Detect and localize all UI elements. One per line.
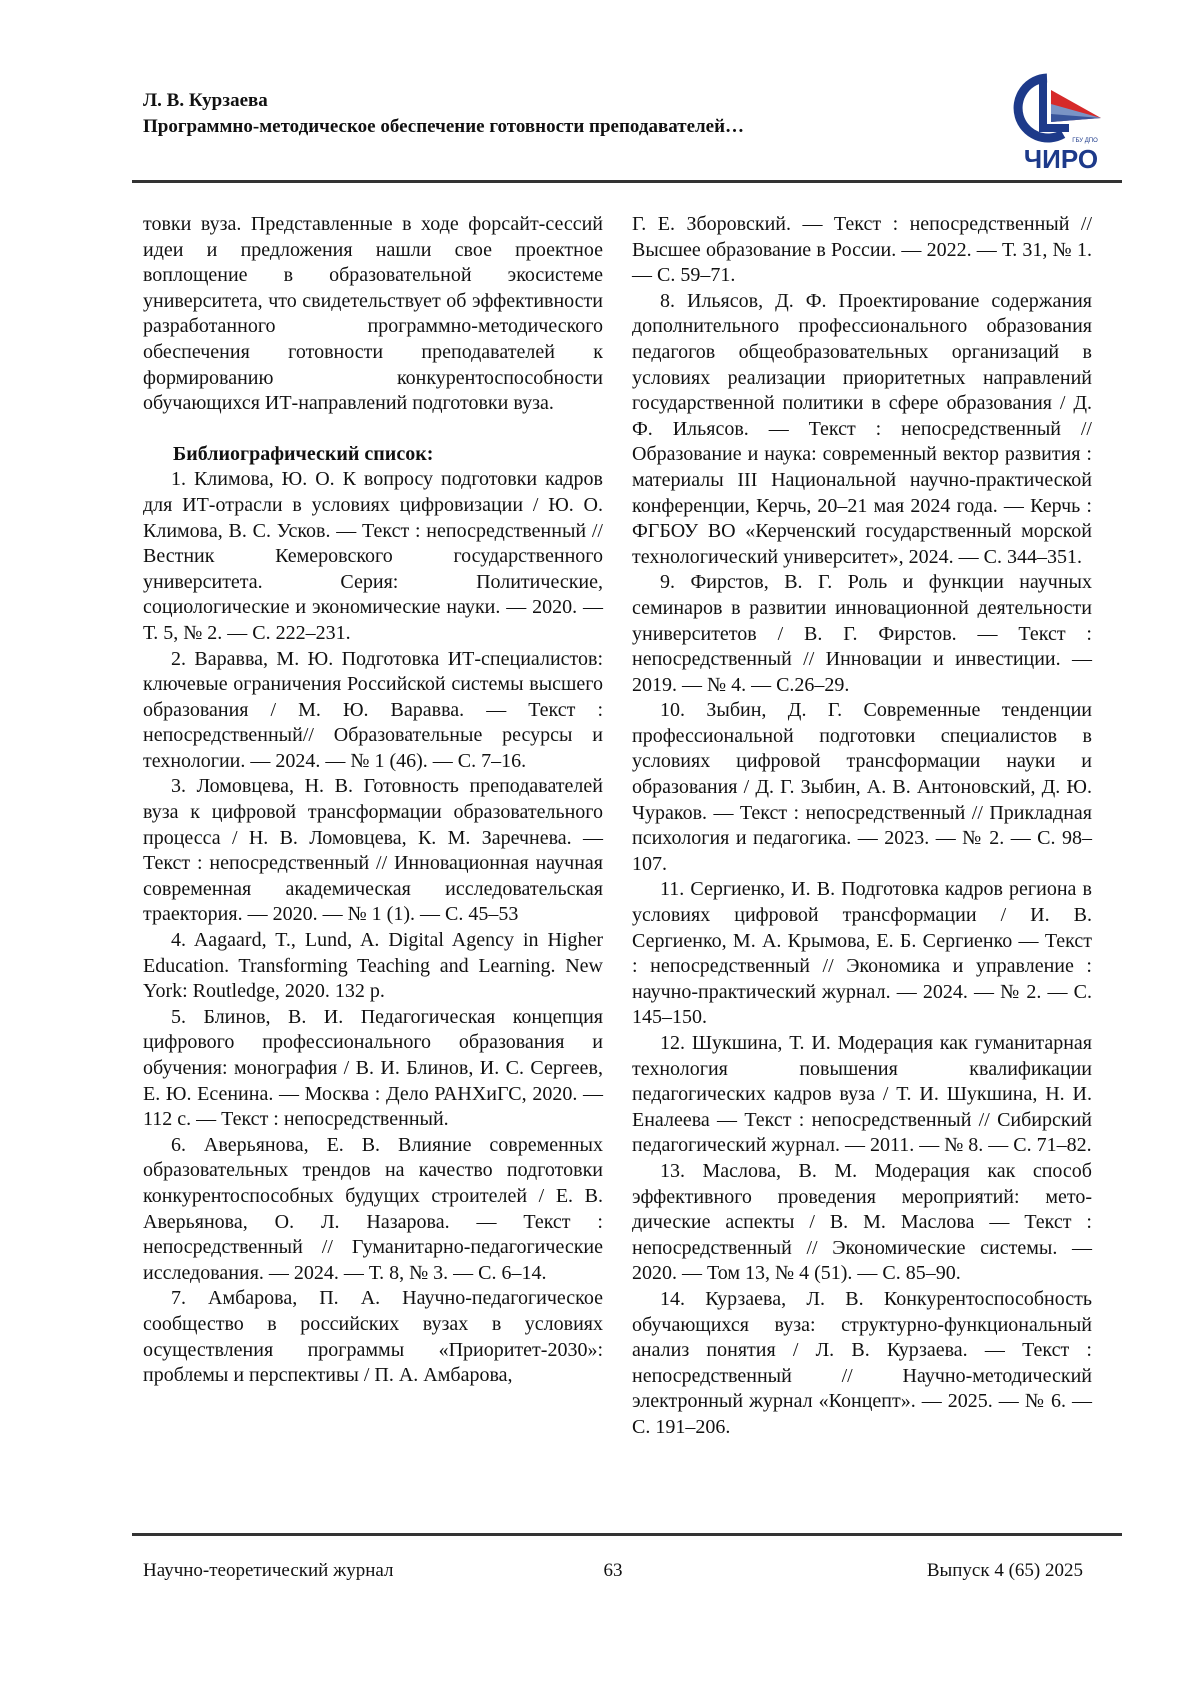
- reference-item: 13. Маслова, В. М. Модерация как способ эффективного проведения мероприятий: мето­дические аспекты / В. М. Маслова — Текст : непосредственный // Экономические систе­мы. — 2020. — Том 13, № 4 (51). — С. 85–90.: [632, 1159, 1092, 1287]
- reference-item: 5. Блинов, В. И. Педагогическая концепция цифрового профессионального образования и обучения: монография / В. И. Блинов, И. С. Сергеев, Е. Ю. Есенина. — Москва : Дело РАНХиГС, 2020. — 112 с. — Текст : непосред­ственный.: [143, 1005, 603, 1133]
- right-column: [632, 212, 1092, 1441]
- running-header-title: Программно-методическое обеспечение готовности преподавателей…: [143, 114, 1043, 140]
- running-header: [143, 88, 1043, 140]
- footer-journal: Научно-теоретический журнал: [143, 1556, 393, 1586]
- header-divider: [132, 180, 1122, 183]
- reference-item: 9. Фирстов, В. Г. Роль и функции научных семинаров в развитии инновационной деятель­ности университетов / В. Г. Фирстов. — Текст : непосредственный // Инновации и инвести­ции. — 2019. — № 4. — С.26–29.: [632, 570, 1092, 698]
- reference-item: 2. Варавва, М. Ю. Подготовка ИТ-специалистов: ключевые ограничения Россий­ской системы высшего образования / М. Ю. Варавва. — Текст : непосредственный// Образовательные ресурсы и технологии. — 2024. — № 1 (46). — С. 7–16.: [143, 647, 603, 775]
- footer-issue: Выпуск 4 (65) 2025: [927, 1556, 1083, 1586]
- reference-item: 8. Ильясов, Д. Ф. Проектирование содержа­ния дополнительного профессионального обра­зования педагогов общеобразовательных орга­низаций в условиях реализации приоритетных направлений государственной политики в сфе­ре образования / Д. Ф. Ильясов. — Текст : непосредственный // Образование и наука: со­временный вектор развития : материалы III Национальной научно-практической конфе­ренции, Керчь, 20–21 мая 2024 года. — Керчь : ФГБОУ ВО «Керченский государственный морской технологический университет», 2024. — С. 344–351.: [632, 289, 1092, 571]
- reference-continuation: Г. Е. Зборовский. — Текст : непосредствен­ный // Высшее образование в России. — 2022. — Т. 31, № 1. — С. 59–71.: [632, 212, 1092, 289]
- reference-item: 6. Аверьянова, Е. В. Влияние современных образовательных трендов на качество подго­товки конкурентоспособных будущих строите­лей / Е. В. Аверьянова, О. Л. Назарова. — Текст : непосредственный // Гуманитарно-педагогические исследования. — 2024. — Т. 8, № 3. — С. 6–14.: [143, 1133, 603, 1287]
- reference-item: 1. Климова, Ю. О. К вопросу подготовки кадров для ИТ-отрасли в условиях цифровиза­ции / Ю. О. Климова, В. С. Усков. — Текст : непосредственный // Вестник Кемеровского государственного университета. Серия: Поли­тические, социологические и экономические науки. — 2020. — Т. 5, № 2. — С. 222–231.: [143, 467, 603, 646]
- logo-text: ЧИРО: [1024, 144, 1098, 174]
- page-footer: [143, 1556, 1083, 1586]
- reference-item: 4. Aagaard, T., Lund, A. Digital Agency in Higher Education. Transforming Teaching and Learning. New York: Routledge, 2020. 132 p.: [143, 928, 603, 1005]
- intro-paragraph: товки вуза. Представленные в ходе форсайт-сессий идеи и предложения нашли свое про­ектное воплощение в образовательной экоси­стеме университета, что свидетельствует об эффективности разработанного программ­но-методического обеспечения готовности преподавателей к формированию конкурен­тоспособности обучающихся ИТ-направлений подготовки вуза.: [143, 212, 603, 417]
- reference-item: 12. Шукшина, Т. И. Модерация как гумани­тарная технология повышения квалификации педагогических кадров вуза / Т. И. Шукшина, Н. И. Еналеева — Текст : непосредственный // Сибирский педагогический журнал. — 2011. — № 8. — С. 71–82.: [632, 1031, 1092, 1159]
- reference-item: 10. Зыбин, Д. Г. Современные тенденции профессиональной подготовки специалистов в условиях цифровой трансформации науки и образования / Д. Г. Зыбин, А. В. Антонов­ский, Д. Ю. Чураков. — Текст : непосредствен­ный // Прикладная психология и педагогика. — 2023. — № 2. — С. 98–107.: [632, 698, 1092, 877]
- left-column: [143, 212, 603, 1389]
- reference-item: 14. Курзаева, Л. В. Конкурентоспособность обучающихся вуза: структурно-функциональ­ный анализ понятия / Л. В. Курзаева. — Текст : непосредственный // Научно-методический электронный журнал «Концепт». — 2025. — № 6. — С. 191–206.: [632, 1287, 1092, 1441]
- logo-small-text: ГБУ ДПО: [1072, 138, 1098, 144]
- chiro-logo-icon: [1003, 70, 1113, 174]
- reference-item: 3. Ломовцева, Н. В. Готовность преподава­телей вуза к цифровой трансформации образо­вательного процесса / Н. В. Ломовцева, К. М. Заречнева. — Текст : непосредственный // Инновационная научная современная академи­ческая исследовательская траектория. — 2020. — № 1 (1). — С. 45–53: [143, 774, 603, 928]
- reference-item: 11. Сергиенко, И. В. Подготовка кадров ре­гиона в условиях цифровой трансформации / И. В. Сергиенко, М. А. Крымова, Е. Б. Серги­енко — Текст : непосредственный // Экономика и управление : научно-практический жур­нал. — 2024. — № 2. — С. 145–150.: [632, 877, 1092, 1031]
- page-number: 63: [143, 1556, 1083, 1586]
- reference-item: 7. Амбарова, П. А. Научно-педагогическое сообщество в российских вузах в условиях осуществления программы «Приоритет-2030»: проблемы и перспективы / П. А. Амбарова,: [143, 1286, 603, 1388]
- footer-divider: [132, 1533, 1122, 1536]
- bibliography-heading: Библиографический список:: [143, 442, 603, 468]
- running-header-author: Л. В. Курзаева: [143, 88, 1043, 114]
